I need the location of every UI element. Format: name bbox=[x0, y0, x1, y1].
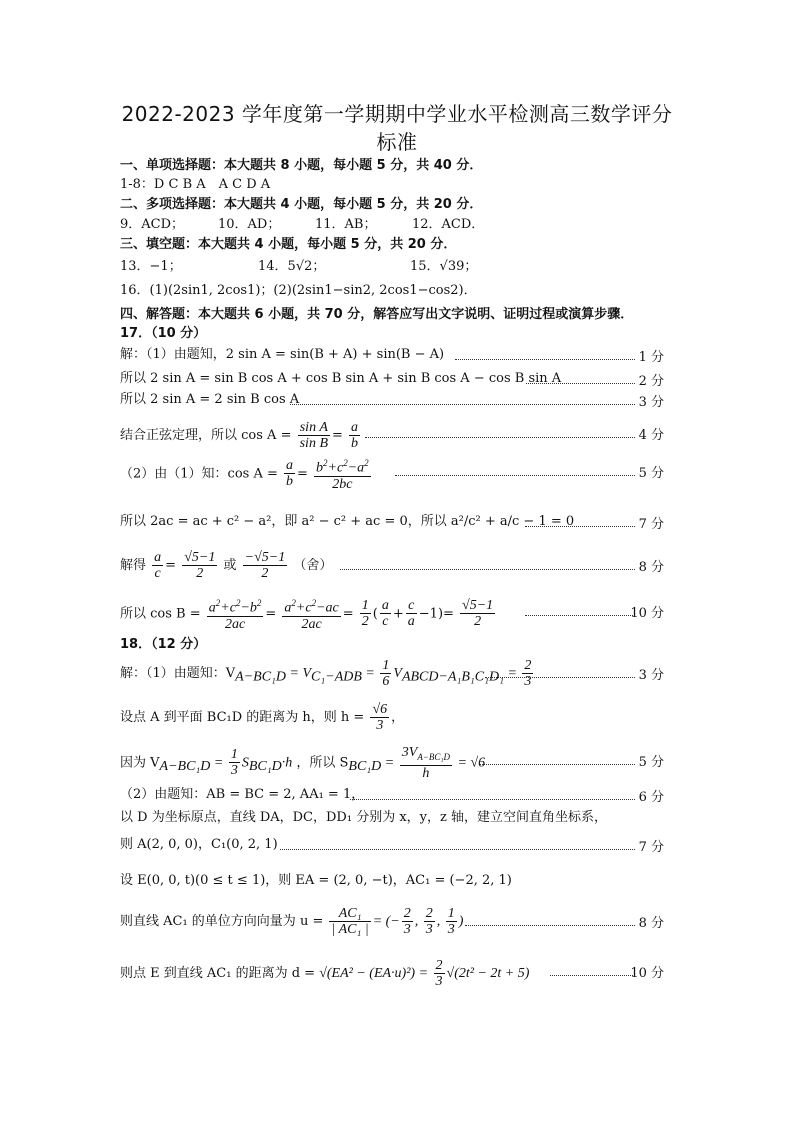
q18-line2: 设点 A 到平面 BC₁D 的距离为 h，则 h = $\frac{√6}{3}$ ， bbox=[120, 702, 405, 733]
fraction: $\frac{b^2+c^2-a^2}{2bc}$ bbox=[316, 458, 369, 492]
fraction: $\frac{2}{3}$ bbox=[425, 906, 433, 937]
score: 8 分 bbox=[638, 560, 664, 575]
q17-heading: 17．（10 分） bbox=[120, 326, 207, 341]
fraction: $\frac{2}{3}$ bbox=[524, 658, 532, 689]
q17-line7-reject: （舍） bbox=[293, 558, 333, 573]
q18-line8: 则直线 AC₁ 的单位方向向量为 u = $\frac{\text{AC₁}}{\text{| AC₁ |}}$ = (− $\frac{2}{3}$ , $\frac{2}{3}$ , $\frac{1}{3}$ ) bbox=[120, 906, 464, 937]
fraction: $\frac{1}{6}$ bbox=[382, 658, 390, 689]
q17-line5: （2）由（1）知：cos A = $\frac{a}{b}$ = $\frac{b^2+c^2-a^2}{2bc}$ bbox=[120, 458, 369, 492]
answer-9: 9．ACD； bbox=[120, 217, 185, 232]
section-4-heading: 四、解答题：本大题共 6 小题，共 70 分，解答应写出文字说明、证明过程或演算步骤． bbox=[120, 307, 634, 322]
q18-line8-text: 则直线 AC₁ 的单位方向向量为 u = bbox=[120, 914, 324, 929]
q17-line4-text: 结合正弦定理，所以 cos A = bbox=[120, 428, 292, 443]
answer-14: 14．5√2； bbox=[258, 259, 326, 274]
q18-line3-text: 因为 V bbox=[120, 755, 160, 771]
score: 10 分 bbox=[630, 606, 664, 621]
q18-line9-text: 则点 E 到直线 AC₁ 的距离为 d = bbox=[120, 966, 316, 981]
q17-line1: 解：（1）由题知，2 sin A = sin(B + A) + sin(B − A) bbox=[120, 347, 445, 362]
q18-line6: 则 A(2, 0, 0)，C₁(0, 2, 1) bbox=[120, 837, 278, 852]
fraction: $\frac{\text{sin A}}{\text{sin B}}$ bbox=[299, 420, 328, 451]
q18-line2-text: 设点 A 到平面 BC₁D 的距离为 h，则 h = bbox=[120, 710, 365, 725]
q18-line3: 因为 $V_{A-BC_1D}$ = $\frac{1}{3}$ $S_{BC_1D}\cdot h$ ，所以 $S_{BC_1D}$ = $\frac{3V_{A-BC_1D}}{h}$ = √6 bbox=[120, 745, 486, 781]
score: 8 分 bbox=[638, 916, 664, 931]
fraction: $\frac{√5-1}{2}$ bbox=[462, 598, 494, 630]
section-3-heading: 三、填空题：本大题共 4 小题，每小题 5 分，共 20 分． bbox=[120, 237, 457, 252]
fraction: $\frac{√5-1}{2}$ bbox=[184, 550, 216, 581]
fraction: $\frac{1}{2}$ bbox=[361, 598, 369, 630]
fraction: $\frac{a^2+c^2-b^2}{2ac}$ bbox=[208, 598, 262, 632]
score: 5 分 bbox=[638, 466, 664, 481]
fraction: $\frac{2}{3}$ bbox=[403, 906, 411, 937]
q18-line1: 解：（1）由题知：$V_{A-BC_1D} = V_{C_1-ADB}$ = $\frac{1}{6}$ $V_{ABCD-A_1B_1C_1D_1}$ = $\frac{2}{3}$ bbox=[120, 658, 532, 689]
score: 6 分 bbox=[638, 790, 664, 805]
score: 7 分 bbox=[638, 517, 664, 532]
score: 7 分 bbox=[638, 840, 664, 855]
answer-15: 15．√39； bbox=[410, 259, 478, 274]
q17-line3: 所以 2 sin A = 2 sin B cos A bbox=[120, 392, 300, 407]
q17-line7-or: 或 bbox=[223, 558, 237, 573]
score: 10 分 bbox=[630, 966, 664, 981]
q18-heading: 18．（12 分） bbox=[120, 637, 207, 652]
score: 1 分 bbox=[638, 350, 664, 365]
q18-line1-text: 解：（1）由题知：V bbox=[120, 666, 236, 681]
q18-line4: （2）由题知：AB = BC = 2, AA₁ = 1， bbox=[120, 787, 365, 802]
q17-line5-text: （2）由（1）知：cos A = bbox=[120, 466, 278, 482]
score: 4 分 bbox=[638, 428, 664, 443]
q17-line4: 结合正弦定理，所以 cos A = $\frac{\text{sin A}}{\text{sin B}}$ = $\frac{a}{b}$ bbox=[120, 420, 359, 451]
fraction: $\frac{1}{3}$ bbox=[230, 747, 238, 779]
q18-line7: 设 E(0, 0, t)(0 ≤ t ≤ 1)，则 EA = (2, 0, −t)，AC₁ = (−2, 2, 1) bbox=[120, 873, 512, 888]
score: 3 分 bbox=[638, 668, 664, 683]
q17-line7: 解得 $\frac{a}{c}$ = $\frac{√5-1}{2}$ 或 $\frac{-√5-1}{2}$ （舍） bbox=[120, 550, 333, 581]
q18-line9: 则点 E 到直线 AC₁ 的距离为 d = √(EA² − (EA·u)²) = $\frac{2}{3}$ √(2t² − 2t + 5) bbox=[120, 958, 530, 989]
answer-11: 11．AB； bbox=[315, 217, 377, 232]
q18-line3-text2: ，所以 S bbox=[296, 755, 349, 771]
q18-line5: 以 D 为坐标原点，直线 DA，DC，DD₁ 分别为 x，y，z 轴，建立空间直角坐标系， bbox=[120, 810, 607, 825]
section-2-heading: 二、多项选择题：本大题共 4 小题，每小题 5 分，共 20 分． bbox=[120, 197, 483, 212]
doc-title-line2: 标准 bbox=[376, 130, 418, 154]
fraction: $\frac{\text{AC₁}}{\text{| AC₁ |}}$ bbox=[331, 906, 369, 937]
answer-10: 10．AD； bbox=[218, 217, 281, 232]
fraction: $\frac{a}{c}$ bbox=[381, 598, 389, 630]
fraction: $\frac{2}{3}$ bbox=[435, 958, 443, 989]
fraction: $\frac{c}{a}$ bbox=[407, 598, 415, 630]
fraction: $\frac{a^2+c^2-ac}{2ac}$ bbox=[284, 598, 339, 632]
q17-line2: 所以 2 sin A = sin B cos A + cos B sin A + sin B cos A − cos B sin A bbox=[120, 371, 562, 386]
answer-16: 16．(1)(2sin1, 2cos1)；(2)(2sin1−sin2, 2cos1−cos2)． bbox=[120, 283, 477, 298]
fraction: $\frac{a}{b}$ bbox=[286, 458, 294, 490]
doc-title-line1: 2022-2023 学年度第一学期期中学业水平检测高三数学评分 bbox=[121, 102, 673, 126]
fraction: $\frac{a}{b}$ bbox=[351, 420, 359, 451]
section-1-heading: 一、单项选择题：本大题共 8 小题，每小题 5 分，共 40 分． bbox=[120, 158, 483, 173]
fraction: $\frac{1}{3}$ bbox=[447, 906, 455, 937]
q17-line6: 所以 2ac = ac + c² − a²，即 a² − c² + ac = 0，所以 a²/c² + a/c − 1 = 0 bbox=[120, 514, 575, 529]
score: 3 分 bbox=[638, 395, 664, 410]
score: 5 分 bbox=[638, 755, 664, 770]
q17-line7-text: 解得 bbox=[120, 558, 147, 573]
q17-line8-text: 所以 cos B = bbox=[120, 606, 201, 622]
fraction: $\frac{√6}{3}$ bbox=[372, 702, 388, 733]
fraction: $\frac{a}{c}$ bbox=[154, 550, 162, 581]
answer-12: 12．ACD． bbox=[412, 217, 485, 232]
fraction: $\frac{-√5-1}{2}$ bbox=[244, 550, 286, 581]
answer-13: 13．−1； bbox=[120, 259, 182, 274]
q17-line8: 所以 cos B = $\frac{a^2+c^2-b^2}{2ac}$ = $\frac{a^2+c^2-ac}{2ac}$ = $\frac{1}{2}$ ( $\frac{a}{c}$ + $\frac{c}{a}$ −1)= $\frac{√5-1}{2}$ bbox=[120, 598, 494, 632]
score: 2 分 bbox=[638, 374, 664, 389]
fraction: $\frac{3V_{A-BC_1D}}{h}$ bbox=[401, 745, 451, 781]
section-1-answers: 1-8：D C B A A C D A bbox=[120, 177, 271, 192]
